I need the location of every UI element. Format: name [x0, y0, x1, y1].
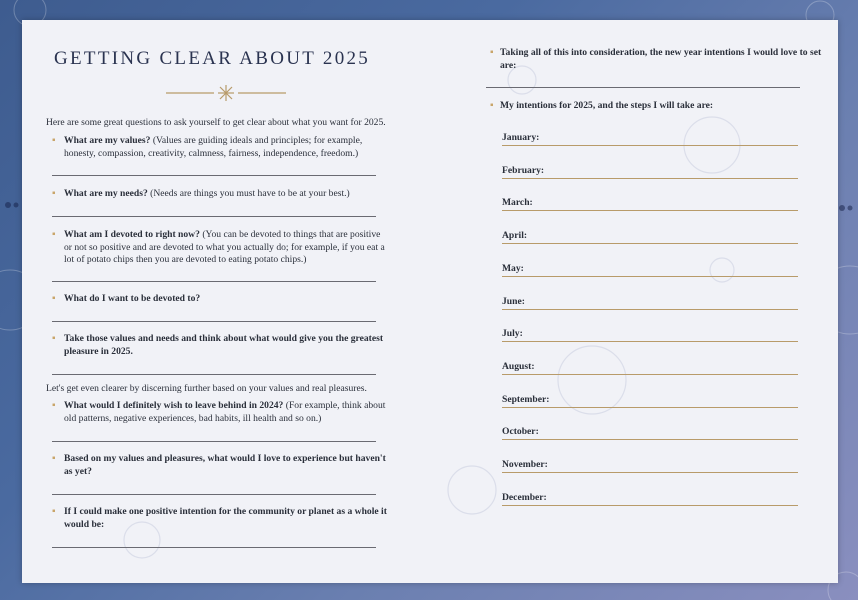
month-label: June:	[502, 295, 525, 307]
month-answer-line[interactable]	[502, 243, 798, 244]
question-text: What would I definitely wish to leave behind in 2024? (For example, think about old patterns, negative experiences, bad habits, ill health and so on.)	[64, 400, 386, 424]
bullet-icon: ▪	[52, 229, 56, 240]
question-text: What am I devoted to right now? (You can be devoted to things that are positive or not so positive and are devoted to what you actually do; for example, if you eat a lot of potato chips then you are devoted to eating potato chips.)	[64, 229, 385, 265]
answer-line-values[interactable]	[52, 175, 376, 176]
month-label: July:	[502, 328, 523, 340]
question-text: My intentions for 2025, and the steps I will take are:	[500, 100, 714, 111]
month-answer-line[interactable]	[502, 145, 798, 146]
answer-line-pleasure[interactable]	[52, 374, 376, 375]
month-label: May:	[502, 262, 524, 274]
question-text: Based on my values and pleasures, what would I love to experience but haven't as yet?	[64, 453, 386, 477]
question-text: Take those values and needs and think about what would give you the greatest pleasure in 2025.	[64, 333, 384, 357]
month-label: March:	[502, 197, 533, 209]
month-answer-line[interactable]	[502, 178, 798, 179]
intro-text: Here are some great questions to ask yourself to get clear about what you want for 2025.	[46, 117, 386, 128]
month-label: September:	[502, 393, 550, 405]
month-answer-line[interactable]	[502, 374, 798, 375]
bullet-icon: ▪	[52, 400, 56, 411]
page-title: GETTING CLEAR ABOUT 2025	[54, 48, 371, 69]
answer-line-devoted-want[interactable]	[52, 321, 376, 322]
bullet-icon: ▪	[490, 47, 494, 58]
ornament-flourish-icon	[166, 83, 286, 103]
month-label: February:	[502, 164, 545, 176]
answer-line-leave-behind[interactable]	[52, 441, 376, 442]
month-label: December:	[502, 491, 547, 503]
question-text: What are my needs? (Needs are things you must have to be at your best.)	[64, 188, 350, 199]
month-answer-line[interactable]	[502, 210, 798, 211]
question-text: What do I want to be devoted to?	[64, 293, 201, 304]
intro-text-2: Let's get even clearer by discerning further based on your values and real pleasures.	[46, 383, 367, 394]
month-answer-line[interactable]	[502, 439, 798, 440]
answer-line-new-year[interactable]	[486, 87, 800, 88]
month-label: October:	[502, 426, 539, 438]
question-text: What are my values? (Values are guiding ideals and principles; for example, honesty, compassion, creativity, calmness, fairness, independence, freedom.)	[64, 135, 363, 159]
bullet-icon: ▪	[490, 100, 494, 111]
bullet-icon: ▪	[52, 453, 56, 464]
month-label: November:	[502, 459, 548, 470]
answer-line-experience[interactable]	[52, 494, 376, 495]
bullet-icon: ▪	[52, 135, 56, 146]
month-label: January:	[502, 132, 540, 143]
month-answer-line[interactable]	[502, 472, 798, 473]
question-text: If I could make one positive intention for the community or planet as a whole it would be:	[64, 506, 387, 530]
month-label: August:	[502, 360, 535, 372]
answer-line-needs[interactable]	[52, 216, 376, 217]
month-answer-line[interactable]	[502, 505, 798, 506]
month-answer-line[interactable]	[502, 276, 798, 277]
answer-line-intention-community[interactable]	[52, 547, 376, 548]
bullet-icon: ▪	[52, 293, 56, 304]
month-answer-line[interactable]	[502, 309, 798, 310]
month-answer-line[interactable]	[502, 407, 798, 408]
month-answer-line[interactable]	[502, 341, 798, 342]
bullet-icon: ▪	[52, 506, 56, 517]
month-label: April:	[502, 230, 528, 242]
bullet-icon: ▪	[52, 188, 56, 199]
question-text: Taking all of this into consideration, the new year intentions I would love to set are:	[500, 47, 822, 71]
worksheet-page	[22, 20, 838, 583]
bullet-icon: ▪	[52, 333, 56, 344]
answer-line-devoted-now[interactable]	[52, 281, 376, 282]
